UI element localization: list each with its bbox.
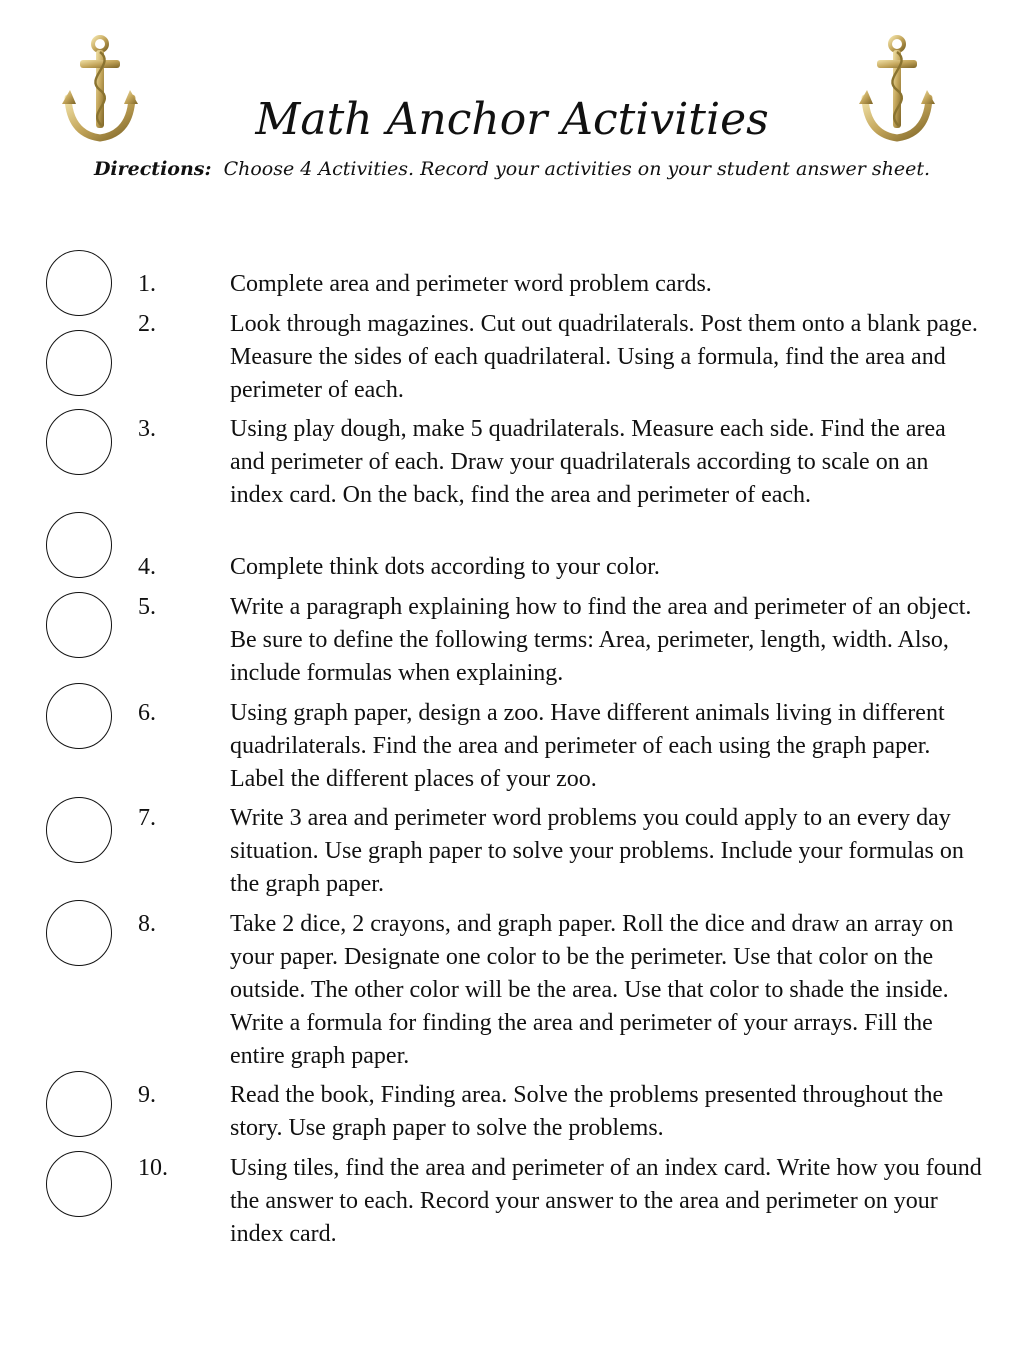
activity-text: Using tiles, find the area and perimeter of an index card. Write how you found the answer to each. Record your answer to the area and perimeter on your index card.: [230, 1155, 982, 1247]
activity-checkbox-circle[interactable]: [46, 592, 112, 658]
activity-number: 4.: [138, 554, 156, 580]
activity-number: 9.: [138, 1082, 156, 1108]
activity-number: 7.: [138, 805, 156, 831]
directions: [0, 154, 1024, 184]
activity-text: Read the book, Finding area. Solve the problems presented throughout the story. Use graph paper to solve the problems.: [230, 1082, 944, 1141]
activity-checkbox-circle[interactable]: [46, 683, 112, 749]
activity-checkbox-circle[interactable]: [46, 1151, 112, 1217]
activity-checkbox-circle[interactable]: [46, 900, 112, 966]
page-title: Math Anchor Activities: [255, 94, 769, 145]
activity-checkbox-circle[interactable]: [46, 250, 112, 316]
activity-number: 8.: [138, 911, 156, 937]
activity-text: Write a paragraph explaining how to find the area and perimeter of an object. Be sure to define the following terms: Area, perimeter, length, width. Also, include formulas when explaining.: [230, 594, 972, 686]
activity-text: Complete think dots according to your color.: [230, 554, 660, 580]
activity-text: Using play dough, make 5 quadrilaterals. Measure each side. Find the area and perimeter of each. Draw your quadrilaterals according to scale on an index card. On the back, find the area and perimeter of each.: [230, 416, 946, 508]
activity-checkbox-circle[interactable]: [46, 330, 112, 396]
activity-checkbox-circle[interactable]: [46, 512, 112, 578]
activity-text: Using graph paper, design a zoo. Have different animals living in different quadrilaterals. Find the area and perimeter of each using the graph paper. Label the different places of your zoo.: [230, 700, 945, 792]
activity-text: Complete area and perimeter word problem cards.: [230, 271, 712, 297]
activity-number: 10.: [138, 1155, 168, 1181]
activity-text: Look through magazines. Cut out quadrilaterals. Post them onto a blank page. Measure the sides of each quadrilateral. Using a formula, find the area and perimeter of each.: [230, 311, 978, 403]
activity-number: 3.: [138, 416, 156, 442]
activity-checkbox-circle[interactable]: [46, 797, 112, 863]
activity-checkbox-circle[interactable]: [46, 1071, 112, 1137]
activity-number: 6.: [138, 700, 156, 726]
activity-number: 5.: [138, 594, 156, 620]
directions-text: Choose 4 Activities. Record your activities on your student answer sheet.: [223, 158, 931, 180]
activity-checkbox-circle[interactable]: [46, 409, 112, 475]
directions-label: Directions:: [93, 158, 212, 180]
activity-text: Take 2 dice, 2 crayons, and graph paper. Roll the dice and draw an array on your paper. Designate one color to be the perimeter. Use that color on the outside. The other color will be the area. Use that color to shade the inside. Write a formula for finding the area and perimeter of your arrays. Fill the entire graph paper.: [230, 911, 954, 1069]
activity-number: 2.: [138, 311, 156, 337]
activity-text: Write 3 area and perimeter word problems you could apply to an every day situation. Use graph paper to solve your problems. Include your formulas on the graph paper.: [230, 805, 964, 897]
activity-number: 1.: [138, 271, 156, 297]
